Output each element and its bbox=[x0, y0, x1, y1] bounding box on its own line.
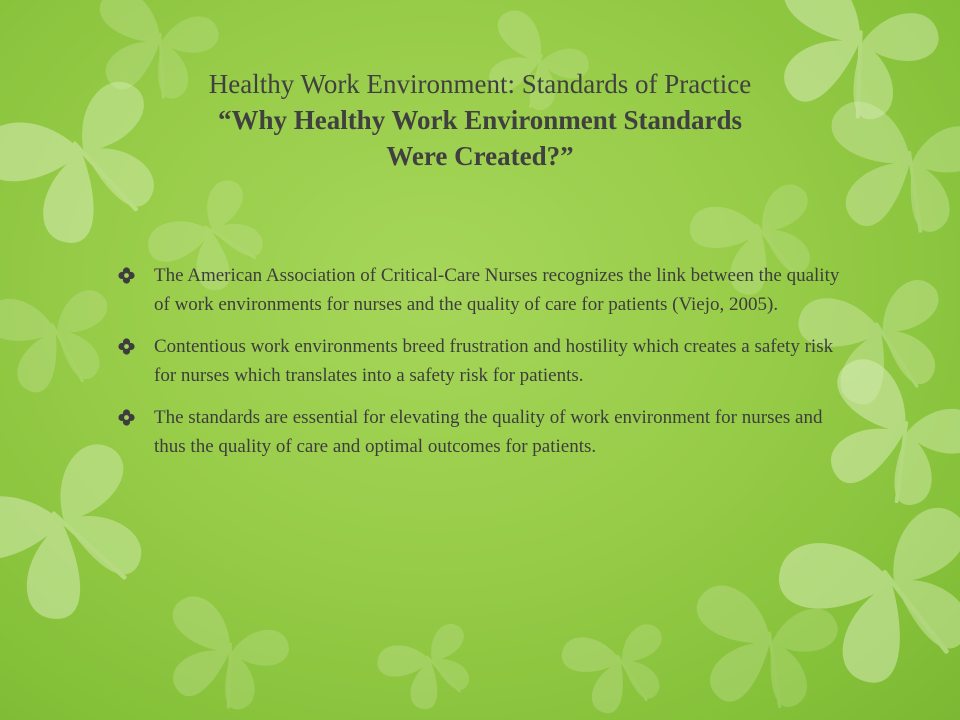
bullet-list bbox=[118, 261, 848, 474]
bullet-text: The standards are essential for elevating the quality of work environment for nurses and thus the quality of care and optimal outcomes for patients. bbox=[154, 407, 823, 457]
title-line-3: Were Created?” bbox=[386, 141, 574, 171]
butterfly-icon bbox=[558, 616, 678, 720]
bullet-item bbox=[118, 332, 848, 390]
title-line-1: Healthy Work Environment: Standards of Practice bbox=[208, 69, 752, 99]
slide-title bbox=[130, 66, 830, 174]
flower-bullet-icon bbox=[118, 338, 135, 355]
butterfly-icon bbox=[815, 97, 960, 244]
bullet-item bbox=[118, 403, 848, 461]
bullet-text: The American Association of Critical-Care Nurses recognizes the link between the quality of work environments for nurses and the quality of care for patients (Viejo, 2005). bbox=[154, 265, 840, 315]
flower-bullet-icon bbox=[118, 409, 135, 426]
bullet-item bbox=[118, 261, 848, 319]
butterfly-icon bbox=[147, 590, 296, 720]
flower-bullet-icon bbox=[118, 267, 135, 284]
butterfly-icon bbox=[372, 616, 486, 720]
butterfly-icon bbox=[0, 282, 120, 399]
title-line-2: “Why Healthy Work Environment Standards bbox=[217, 105, 743, 135]
bullet-text: Contentious work environments breed frustration and hostility which creates a safety risk for nurses which translates into a safety risk for patients. bbox=[154, 336, 834, 386]
